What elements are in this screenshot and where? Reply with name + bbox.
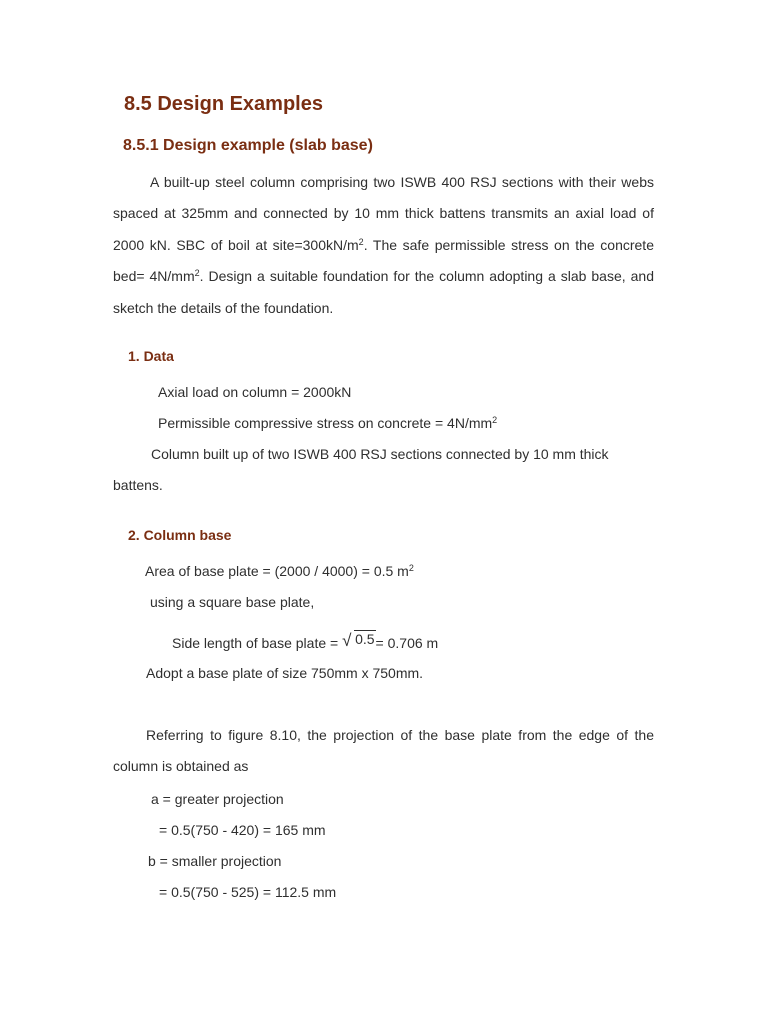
adopt-line: Adopt a base plate of size 750mm x 750mm.: [146, 665, 424, 681]
area-sup: 2: [408, 563, 414, 573]
column-text: Column built up of two ISWB 400 RSJ sections connected by 10 mm thick battens.: [113, 446, 609, 494]
side-result: = 0.706 m: [375, 635, 439, 651]
radical-sign: √: [342, 631, 352, 650]
problem-text-1: A built-up steel column comprising two ISWB 400 RSJ sections with their webs spaced at 325mm and connected by 10 mm thick battens transmits an axial load of 2000 kN. SBC of boil at site=300kN/m: [113, 174, 654, 253]
axial-load-line: Axial load on column = 2000kN: [158, 384, 352, 400]
column-base-heading: 2. Column base: [128, 527, 232, 543]
square-plate-line: using a square base plate,: [150, 594, 315, 610]
b-calc-line: = 0.5(750 - 525) = 112.5 mm: [159, 884, 337, 900]
a-calc-line: = 0.5(750 - 420) = 165 mm: [159, 822, 326, 838]
data-heading: 1. Data: [128, 348, 174, 364]
problem-paragraph: [113, 167, 654, 324]
b-label-line: b = smaller projection: [148, 853, 282, 869]
problem-text-2: . The safe permissible stress on the concrete bed= 4N/mm: [113, 236, 654, 285]
stress-sup: 2: [492, 415, 498, 425]
section-subtitle: 8.5.1 Design example (slab base): [123, 137, 373, 154]
stress-line: [158, 415, 497, 431]
area-text: Area of base plate = (2000 / 4000) = 0.5 m: [145, 563, 409, 579]
area-line: [145, 563, 414, 579]
a-label-line: a = greater projection: [151, 791, 284, 807]
stress-text: Permissible compressive stress on concrete = 4N/mm: [158, 415, 493, 431]
projection-paragraph: [113, 720, 654, 783]
problem-sup-2: 2: [194, 268, 200, 279]
section-title: 8.5 Design Examples: [124, 93, 323, 115]
sqrt-expression: [342, 631, 375, 651]
side-label: Side length of base plate =: [172, 635, 343, 651]
side-length-line: [172, 631, 439, 651]
projection-intro: Referring to figure 8.10, the projection of the base plate from the edge of the column is obtained as: [113, 727, 654, 775]
sqrt-radicand: 0.5: [355, 631, 375, 647]
column-paragraph: [113, 439, 654, 502]
problem-sup-1: 2: [358, 236, 364, 247]
problem-text-3: . Design a suitable foundation for the column adopting a slab base, and sketch the details of the foundation.: [113, 268, 654, 316]
